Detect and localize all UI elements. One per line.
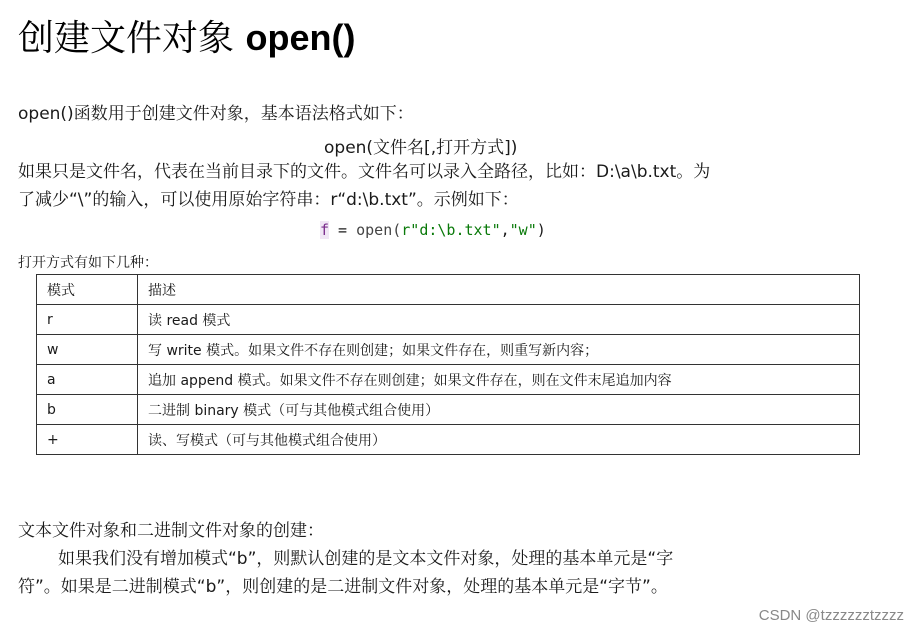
title-chinese: 创建文件对象	[18, 18, 235, 59]
code-function: open(	[356, 221, 402, 239]
modes-intro: 打开方式有如下几种：	[18, 255, 158, 271]
csdn-watermark: CSDN @tzzzzzztzzzz	[758, 607, 904, 624]
intro-text: open()函数用于创建文件对象，基本语法格式如下：	[18, 104, 414, 124]
mode-cell: w	[37, 335, 138, 365]
description-cell: 读、写模式（可与其他模式组合使用）	[138, 425, 860, 455]
header-description: 描述	[138, 275, 860, 305]
description-cell: 追加 append 模式。如果文件不存在则创建；如果文件存在，则在文件末尾追加内容	[138, 365, 860, 395]
page-title	[18, 10, 355, 61]
code-arg-path: r"d:\b.txt"	[401, 221, 501, 239]
table-row	[37, 365, 860, 395]
table-header-row	[37, 275, 860, 305]
code-close: )	[536, 221, 546, 239]
description-cell: 二进制 binary 模式（可与其他模式组合使用）	[138, 395, 860, 425]
mode-cell: a	[37, 365, 138, 395]
path-explanation-line-2: 了减少“\”的输入，可以使用原始字符串：r“d:\b.txt”。示例如下：	[18, 190, 519, 210]
title-code: open()	[245, 17, 356, 58]
modes-table	[36, 274, 860, 455]
section2-line-2: 符”。如果是二进制模式“b”，则创建的是二进制文件对象，处理的基本单元是“字节”。	[18, 577, 668, 597]
mode-cell: +	[37, 425, 138, 455]
path-explanation-line-1: 如果只是文件名，代表在当前目录下的文件。文件名可以录入全路径，比如：D:\a\b.txt。为	[18, 162, 711, 182]
table-row	[37, 395, 860, 425]
mode-cell: r	[37, 305, 138, 335]
code-comma: ,	[500, 221, 510, 239]
mode-cell: b	[37, 395, 138, 425]
description-cell: 写 write 模式。如果文件不存在则创建；如果文件存在，则重写新内容；	[138, 335, 860, 365]
code-variable: f	[320, 221, 330, 239]
section2-line-1: 如果我们没有增加模式“b”，则默认创建的是文本文件对象，处理的基本单元是“字	[58, 549, 674, 569]
section2-heading: 文本文件对象和二进制文件对象的创建：	[18, 521, 324, 541]
table-row	[37, 305, 860, 335]
table-row	[37, 335, 860, 365]
code-example	[320, 221, 546, 239]
syntax-line: open(文件名[,打开方式])	[324, 138, 518, 158]
code-arg-mode: "w"	[509, 221, 537, 239]
description-cell: 读 read 模式	[138, 305, 860, 335]
table-row	[37, 425, 860, 455]
header-mode: 模式	[37, 275, 138, 305]
code-assign: =	[329, 221, 357, 239]
